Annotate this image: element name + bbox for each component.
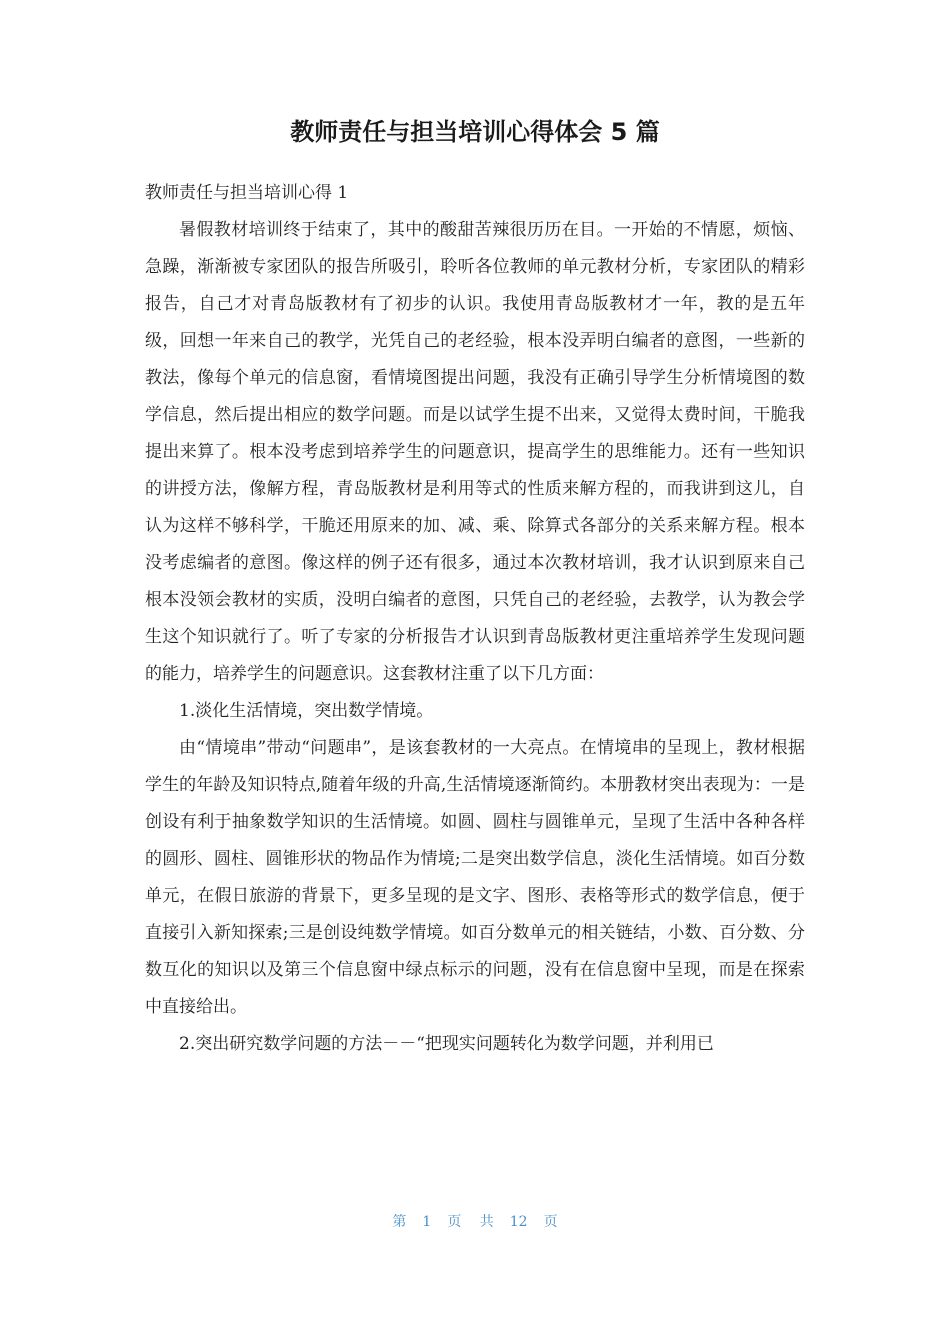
footer-prefix: 第: [392, 1214, 407, 1230]
paragraph-1: 暑假教材培训终于结束了，其中的酸甜苦辣很历历在目。一开始的不情愿，烦恼、急躁，渐渐被专家团队的报告所吸引，聆听各位教师的单元教材分析，专家团队的精彩报告，自己才对青岛版教材有了初步的认识。我使用青岛版教材才一年，教的是五年级，回想一年来自己的教学，光凭自己的老经验，根本没弄明白编者的意图，一些新的教法，像每个单元的信息窗，看情境图提出问题，我没有正确引导学生分析情境图的数学信息，然后提出相应的数学问题。而是以试学生提不出来，又觉得太费时间，干脆我提出来算了。根本没考虑到培养学生的问题意识，提高学生的思维能力。还有一些知识的讲授方法，像解方程，青岛版教材是利用等式的性质来解方程的，而我讲到这儿，自认为这样不够科学，干脆还用原来的加、减、乘、除算式各部分的关系来解方程。根本没考虑编者的意图。像这样的例子还有很多，通过本次教材培训，我才认识到原来自己根本没领会教材的实质，没明白编者的意图，只凭自己的老经验，去教学，认为教会学生这个知识就行了。听了专家的分析报告才认识到青岛版教材更注重培养学生发现问题的能力，培养学生的问题意识。这套教材注重了以下几方面：: [145, 220, 805, 684]
document-title: 教师责任与担当培训心得体会 5 篇: [290, 118, 660, 146]
paragraph-3: 由“情境串”带动“问题串”，是该套教材的一大亮点。在情境串的呈现上，教材根据学生的年龄及知识特点,随着年级的升高,生活情境逐渐简约。本册教材突出表现为：一是创设有利于抽象数学知识的生活情境。如圆、圆柱与圆锥单元，呈现了生活中各种各样的圆形、圆柱、圆锥形状的物品作为情境;二是突出数学信息，淡化生活情境。如百分数单元，在假日旅游的背景下，更多呈现的是文字、图形、表格等形式的数学信息，便于直接引入新知探索;三是创设纯数学情境。如百分数单元的相关链结，小数、百分数、分数互化的知识以及第三个信息窗中绿点标示的问题，没有在信息窗中呈现，而是在探索中直接给出。: [145, 738, 805, 1017]
document-body: [145, 175, 805, 1063]
paragraph-4: 2.突出研究数学问题的方法－－“把现实问题转化为数学问题，并利用已: [179, 1034, 714, 1054]
footer-current-page: 1: [422, 1214, 432, 1230]
footer-mid: 页 共: [447, 1214, 494, 1230]
footer-total-pages: 12: [509, 1214, 528, 1230]
footer-suffix: 页: [543, 1214, 558, 1230]
page-footer: [0, 1210, 950, 1234]
section-subtitle: 教师责任与担当培训心得 1: [145, 183, 349, 203]
paragraph-2: 1.淡化生活情境，突出数学情境。: [179, 701, 434, 721]
